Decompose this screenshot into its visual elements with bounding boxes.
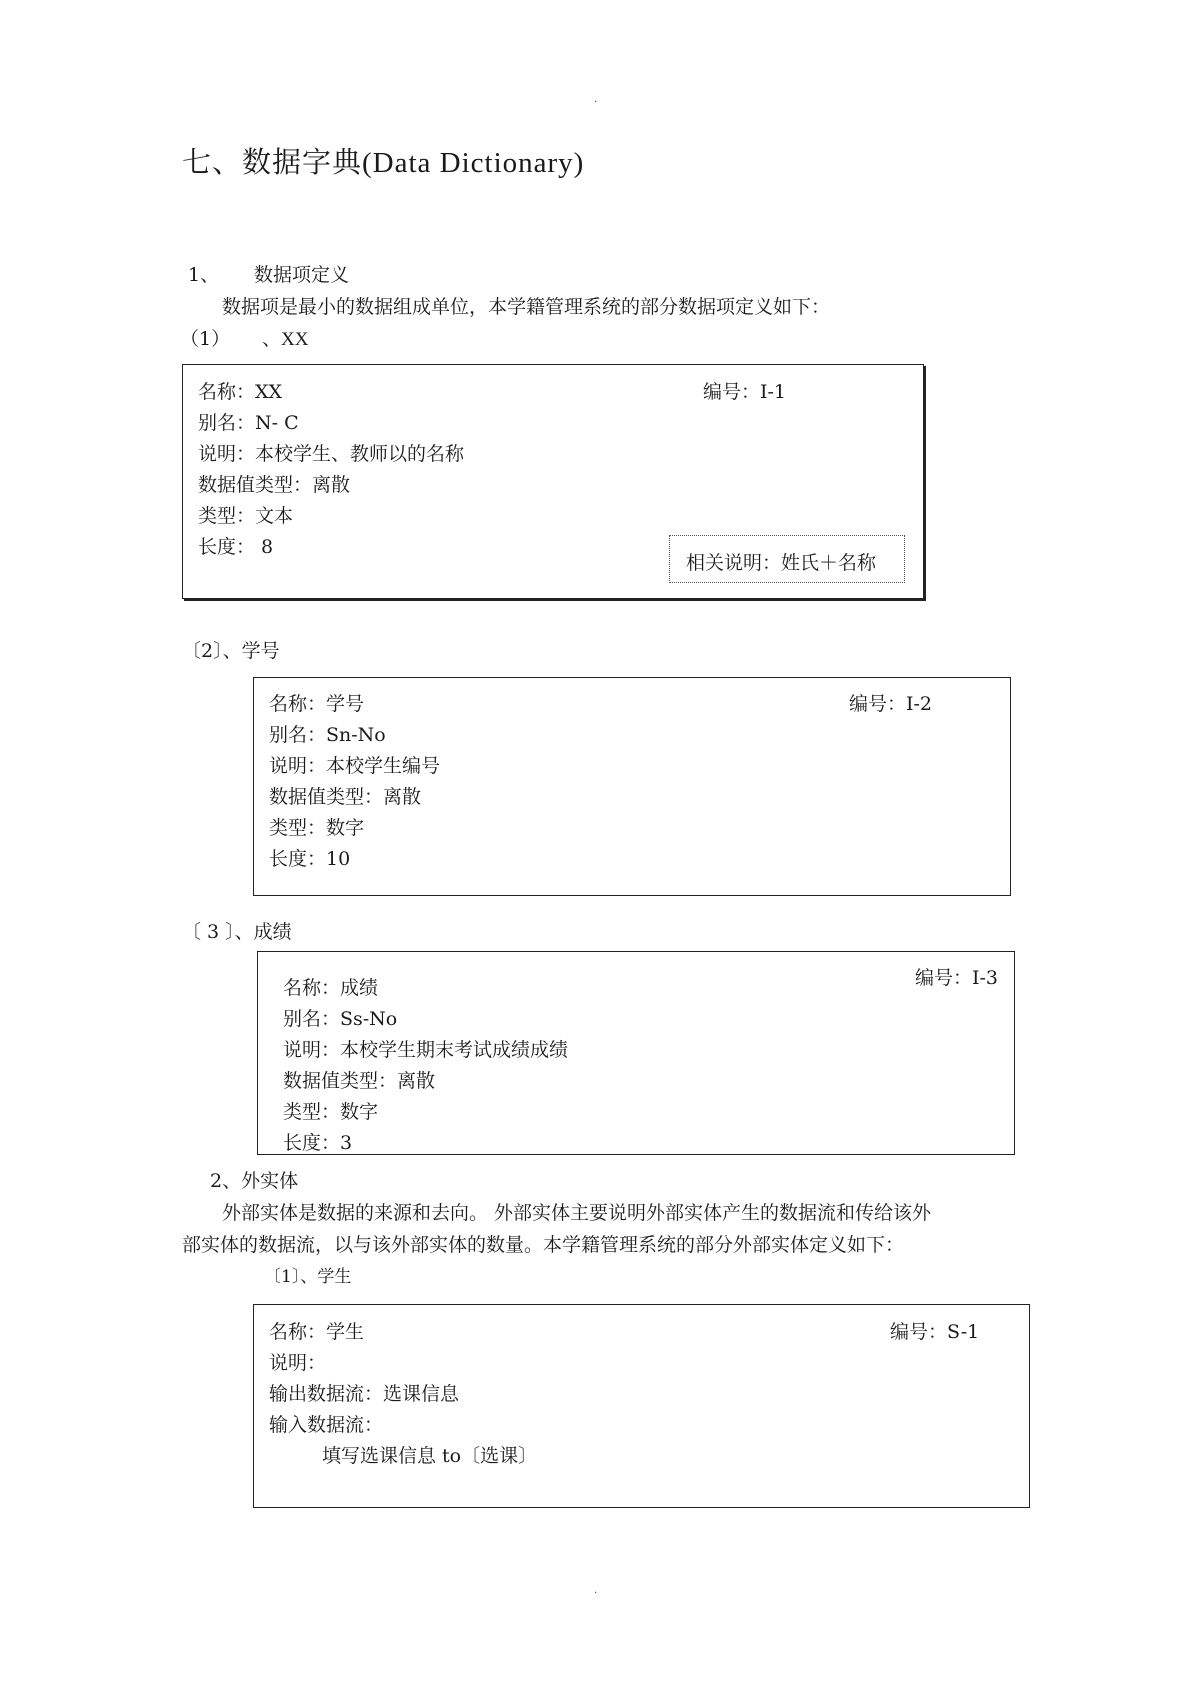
card2-name: 名称：学号 [269,693,365,715]
card1-type: 类型：文本 [198,505,294,527]
card1-name: 名称：XX [198,381,283,403]
page-marker-top: . [594,94,598,105]
card4-output-flow: 输出数据流：选课信息 [269,1383,460,1405]
card2-alias: 别名：Sn-No [269,724,386,746]
card2-value-type: 数据值类型：离散 [269,786,422,808]
data-item-card-1 [182,364,924,599]
card1-desc: 说明：本校学生、教师以的名称 [198,443,465,465]
card2-type: 类型：数字 [269,817,365,839]
entity1-label: 〔1〕、学生 [264,1267,352,1287]
card2-desc: 说明：本校学生编号 [269,755,441,777]
card1-note-box [669,535,905,583]
card3-alias: 别名：Ss-No [283,1008,398,1030]
card1-value-type: 数据值类型：离散 [198,474,351,496]
item3-label: 〔 3 〕、成绩 [182,921,292,943]
item1-label: 、XX [262,329,309,350]
card2-code: 编号：I-2 [849,693,933,715]
card4-input-flow: 输入数据流： [269,1414,384,1436]
card4-input-flow-detail: 填写选课信息 to〔选课〕 [322,1445,538,1467]
item1-prefix: （1） [180,328,231,350]
card1-note: 相关说明：姓氏＋名称 [686,552,877,574]
page-title [182,140,584,181]
data-item-card-2 [253,677,1011,896]
section2-heading: 2、外实体 [210,1170,299,1192]
section1-number: 1、 [188,264,220,286]
section1-intro: 数据项是最小的数据组成单位，本学籍管理系统的部分数据项定义如下： [222,296,831,318]
card1-code: 编号：I-1 [703,381,787,403]
section2-paragraph-line2: 部实体的数据流，以与该外部实体的数量。本学籍管理系统的部分外部实体定义如下： [182,1234,905,1256]
page-marker-bottom: . [594,1585,598,1596]
section2-paragraph-line1: 外部实体是数据的来源和去向。 外部实体主要说明外部实体产生的数据流和传给该外 [222,1202,932,1224]
card3-code: 编号：I-3 [915,967,999,989]
item2-label: 〔2〕、学号 [182,640,280,662]
card2-length: 长度：10 [269,848,351,870]
page-title-en: (Data Dictionary) [362,147,585,179]
page-title-cn: 七、数据字典 [182,145,363,179]
card3-desc: 说明：本校学生期末考试成绩成绩 [283,1039,569,1061]
card1-alias: 别名：N- C [198,412,299,434]
card4-name: 名称：学生 [269,1321,365,1343]
card4-desc: 说明： [269,1352,327,1374]
data-item-card-3 [257,951,1015,1155]
section1-heading: 数据项定义 [254,264,350,286]
card3-type: 类型：数字 [283,1101,379,1123]
card3-name: 名称：成绩 [283,977,379,999]
external-entity-card-1 [253,1304,1030,1508]
card3-value-type: 数据值类型：离散 [283,1070,436,1092]
card1-length: 长度： 8 [198,536,274,558]
card4-code: 编号：S-1 [890,1321,980,1343]
card3-length: 长度：3 [283,1132,353,1154]
